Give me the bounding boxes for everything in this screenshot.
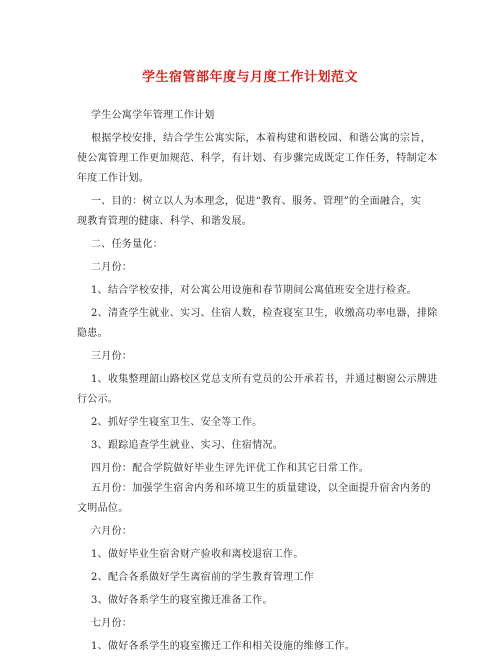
document-title: 学生宿管部年度与月度工作计划范文	[141, 70, 358, 85]
month-heading: 七月份：	[91, 618, 133, 629]
month-heading: 二月份：	[91, 262, 133, 273]
month-heading: 六月份：	[91, 526, 133, 537]
month-paragraph: 五月份：加强学生宿舍内务和环境卫生的质量建设，以全面提升宿舍内务的	[91, 483, 431, 494]
list-item: 2、清查学生就业、实习、住宿人数，检查寝室卫生，收缴高功率电器，排除	[91, 308, 438, 319]
list-item: 2、抓好学生寝室卫生、安全等工作。	[91, 417, 263, 428]
list-item: 1、做好各系学生的寝室搬迁工作和相关设施的维修工作。	[91, 641, 356, 652]
paragraph-line: 现教育管理的健康、科学、和谐发展。	[77, 216, 253, 227]
list-item: 3、做好各系学生的寝室搬迁准备工作。	[91, 595, 273, 606]
list-item: 2、配合各系做好学生离宿前的学生教育管理工作	[91, 572, 314, 583]
paragraph-line: 年度工作计划。	[77, 173, 150, 184]
list-item: 1、收集整理韶山路校区党总支所有党员的公开承若书，并通过橱窗公示牌进	[91, 374, 438, 385]
list-item-continued: 行公示。	[77, 394, 119, 405]
paragraph-line: 使公寓管理工作更加规范、科学，有计划、有步骤完成既定工作任务，特制定本	[77, 153, 438, 164]
month-heading: 三月份：	[91, 351, 133, 362]
paragraph-line: 文明品位。	[77, 503, 129, 514]
list-item: 1、结合学校安排，对公寓公用设施和春节期间公寓值班安全进行检查。	[91, 285, 417, 296]
section-heading: 二、任务量化：	[91, 239, 164, 250]
paragraph-line: 一、目的：树立以人为本理念，促进“教育、服务、管理”的全面融合，实	[91, 196, 422, 207]
document-body	[77, 106, 438, 657]
list-item: 1、做好毕业生宿舍财产验收和离校退宿工作。	[91, 549, 304, 560]
paragraph-line: 根据学校安排，结合学生公寓实际，本着构建和谐校园、和谐公寓的宗旨，	[91, 133, 431, 144]
list-item: 3、跟踪追查学生就业、实习、住宿情况。	[91, 440, 284, 451]
plan-heading: 学生公寓学年管理工作计划	[91, 110, 215, 121]
list-item-continued: 隐患。	[77, 328, 108, 339]
month-paragraph: 四月份：配合学院做好毕业生评先评优工作和其它日常工作。	[91, 463, 370, 474]
